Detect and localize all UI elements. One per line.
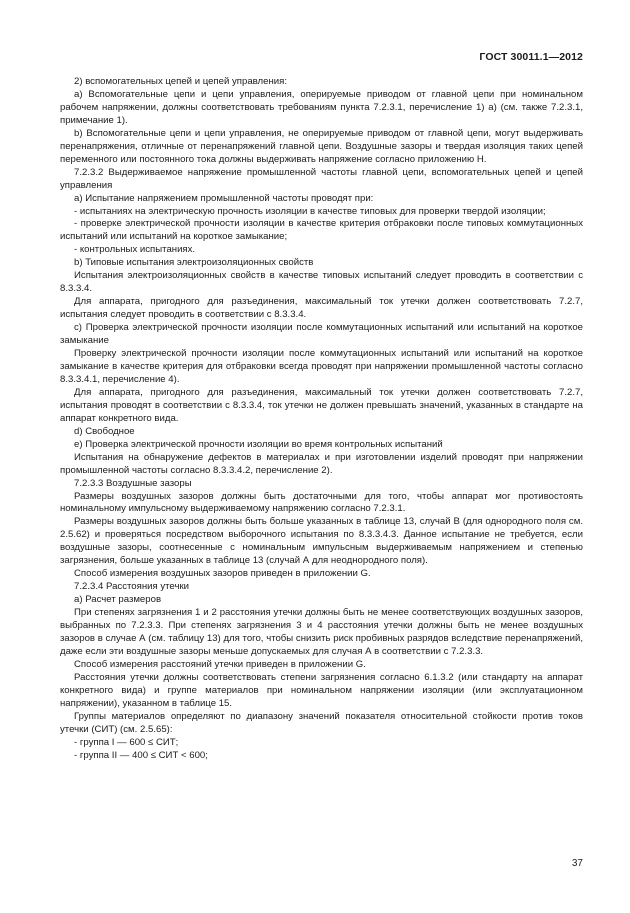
paragraph: Для аппарата, пригодного для разъединения, максимальный ток утечки должен соответствовать 7.2.7, испытания проводят в соответствии с 8.3.3.4, ток утечки не должен превышать значений, указанных в стандарте на аппарат конкретного вида. <box>60 386 583 424</box>
list-item: - группа II — 400 ≤ СИТ < 600; <box>74 749 208 761</box>
paragraph: Размеры воздушных зазоров должны быть больше указанных в таблице 13, случай В (для однородного поля см. 2.5.62) и проверяться посредством выборочного испытания по 8.3.3.4.3. Данное испытание не требуется, если воздушные зазоры, соотнесенные с номинальным импульсным выдерживаемым напряжением и степенью загрязнения, больше указанных в таблице 13 (случай А для неоднородного поля). <box>60 516 583 567</box>
paragraph: 2) вспомогательных цепей и цепей управления: <box>74 76 287 87</box>
section-heading: 7.2.3.3 Воздушные зазоры <box>74 477 192 489</box>
paragraph: Для аппарата, пригодного для разъединения, максимальный ток утечки должен соответствовать 7.2.7, испытания следует проводить в соответствии с 8.3.3.4. <box>60 296 583 321</box>
standard-header: ГОСТ 30011.1—2012 <box>479 51 583 63</box>
paragraph: а) Испытание напряжением промышленной частоты проводят при: <box>74 192 374 204</box>
list-item: - контрольных испытаниях. <box>74 244 196 256</box>
paragraph: d) Свободное <box>74 425 135 437</box>
list-item: - группа I — 600 ≤ СИТ; <box>74 736 179 748</box>
paragraph: с) Проверка электрической прочности изоляции после коммутационных испытаний или испытаний на короткое замыкание <box>60 322 583 347</box>
paragraph: b) Вспомогательные цепи и цепи управления, не оперируемые приводом от главной цепи, могут выдерживать перенапряжения, отличные от перенапряжений главной цепи. Воздушные зазоры и твердая изоляция таких цепей переменного или постоянного тока должны выдерживать напряжение согласно приложению Н. <box>60 127 583 165</box>
paragraph: Группы материалов определяют по диапазону значений показателя относительной стойкости против токов утечки (СИТ) (см. 2.5.65): <box>60 710 583 735</box>
section-heading: 7.2.3.2 Выдерживаемое напряжение промышленной частоты главной цепи, вспомогательных цепей и цепей управления <box>60 166 583 191</box>
page-number: 37 <box>571 858 583 869</box>
list-item: - проверке электрической прочности изоляции в качестве критерия отбраковки после типовых коммутационных испытаний или испытаний на короткое замыкание; <box>60 218 583 243</box>
paragraph: а) Расчет размеров <box>74 594 162 606</box>
paragraph: Способ измерения воздушных зазоров приведен в приложении G. <box>74 568 371 580</box>
paragraph: е) Проверка электрической прочности изоляции во время контрольных испытаний <box>74 438 443 450</box>
paragraph: Расстояния утечки должны соответствовать степени загрязнения согласно 6.1.3.2 (или стандарту на аппарат конкретного вида) и группе материалов при номинальном напряжении изоляции (или эксплуатационном напряжении), указанном в таблице 15. <box>60 671 583 709</box>
section-heading: 7.2.3.4 Расстояния утечки <box>74 581 190 593</box>
paragraph: Испытания электроизоляционных свойств в качестве типовых испытаний следует проводить в соответствии с 8.3.3.4. <box>60 270 583 295</box>
paragraph: При степенях загрязнения 1 и 2 расстояния утечки должны быть не менее соответствующих воздушных зазоров, выбранных по 7.2.3.3. При степенях загрязнения 3 и 4 расстояния утечки должны быть не менее воздушных зазоров в случае А (см. таблицу 13) для того, чтобы снизить риск пробивных разрядов вследствие перенапряжений, даже если эти воздушные зазоры меньше допускаемых для случая А в соответствии с 7.2.3.3. <box>60 607 583 657</box>
paragraph: b) Типовые испытания электроизоляционных свойств <box>74 257 314 269</box>
paragraph: Способ измерения расстояний утечки приведен в приложении G. <box>74 658 366 670</box>
list-item: - испытаниях на электрическую прочность изоляции в качестве типовых для проверки твердой изоляции; <box>74 205 546 217</box>
paragraph: Размеры воздушных зазоров должны быть достаточными для того, чтобы аппарат мог противостоять номинальному импульсному выдерживаемому напряжению согласно 7.2.3.1. <box>60 490 583 515</box>
document-body <box>60 76 583 763</box>
paragraph: Проверку электрической прочности изоляции после коммутационных испытаний или испытаний на короткое замыкание в качестве критерия для отбраковки всегда проводят при напряжении промышленной частоты согласно 8.3.3.4.1, перечисление 4). <box>60 348 583 385</box>
paragraph: Испытания на обнаружение дефектов в материалах и при изготовлении изделий проводят при напряжении промышленной частоты согласно 8.3.3.4.2, перечисление 2). <box>60 451 583 476</box>
paragraph: а) Вспомогательные цепи и цепи управления, оперируемые приводом от главной цепи при номинальном рабочем напряжении, должны соответствовать требованиям пункта 7.2.3.1, перечисление 1) а) (см. также 7.2.3.1, примечание 1). <box>60 88 583 126</box>
